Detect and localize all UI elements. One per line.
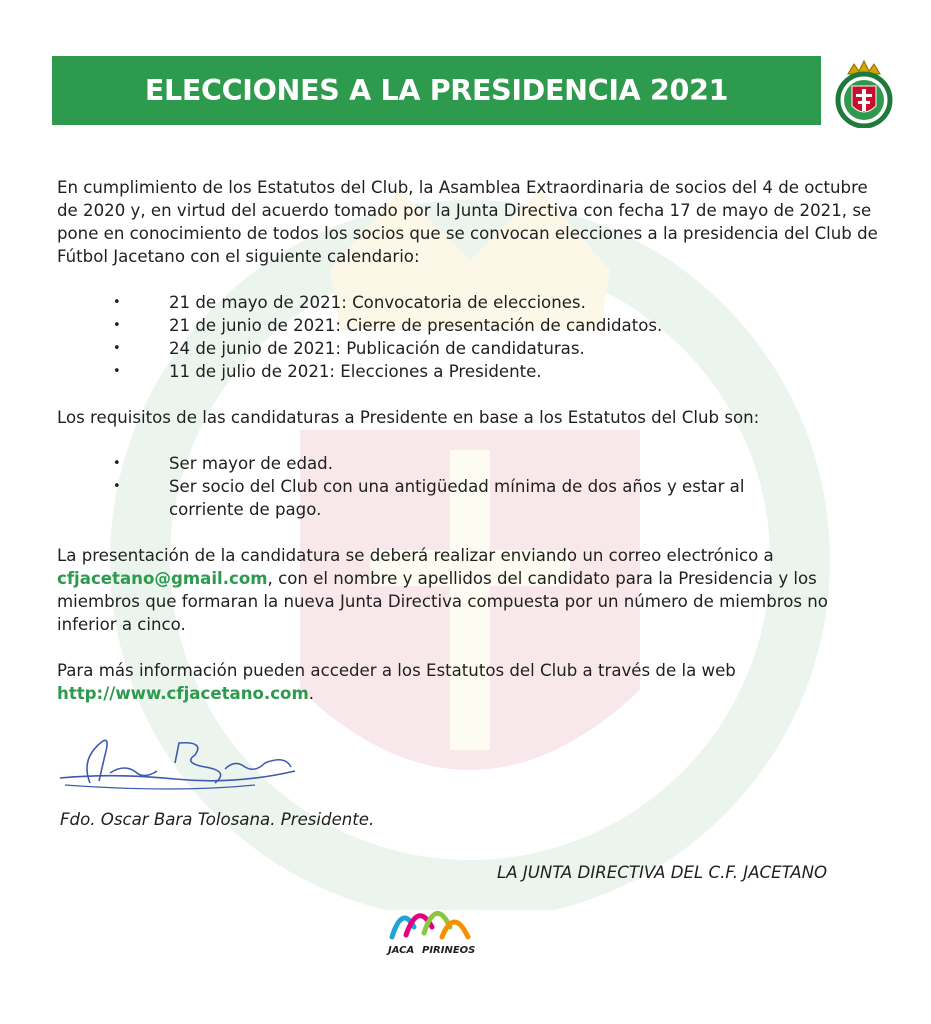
signature-caption: Fdo. Oscar Bara Tolosana. Presidente. — [60, 810, 375, 829]
calendar-item: • 21 de mayo de 2021: Convocatoria de elecciones. — [113, 293, 586, 312]
requirement-item: • Ser mayor de edad. — [113, 454, 333, 473]
logo-word-pirineos: PIRINEOS — [422, 945, 476, 956]
bullet: • — [113, 318, 121, 333]
bullet: • — [113, 295, 121, 310]
intro-paragraph: En cumplimiento de los Estatutos del Club, la Asamblea Extraordinaria de socios del 4 de octubre de 2020 y, en virtud del acuerdo tomado por la Junta Directiva con fecha 17 de mayo de 2021, se pone en conocimiento de todos los socios que se convocan elecciones a la presidencia del Club de Fútbol Jacetano con el siguiente calendario: — [57, 178, 878, 266]
title-banner — [52, 56, 821, 125]
requirements-list — [57, 452, 887, 521]
bullet: • — [113, 341, 121, 356]
website-link[interactable]: http://www.cfjacetano.com — [57, 684, 309, 703]
club-crest-logo — [834, 58, 894, 128]
page-title: ELECCIONES A LA PRESIDENCIA 2021 — [144, 74, 729, 107]
president-signature — [55, 733, 300, 793]
info-paragraph: Para más información pueden acceder a los Estatutos del Club a través de la web http://www.cfjacetano.com. — [57, 661, 736, 703]
email-link[interactable]: cfjacetano@gmail.com — [57, 569, 268, 588]
calendar-item: • 11 de julio de 2021: Elecciones a Presidente. — [113, 362, 542, 381]
logo-word-jaca: JACA — [388, 945, 415, 956]
requirement-item: • Ser socio del Club con una antigüedad mínima de dos años y estar al corriente de pago. — [113, 477, 745, 519]
calendar-item: • 21 de junio de 2021: Cierre de presentación de candidatos. — [113, 316, 663, 335]
calendar-list — [57, 291, 887, 383]
requirements-intro: Los requisitos de las candidaturas a Presidente en base a los Estatutos del Club son: — [57, 408, 760, 427]
jaca-pirineos-logo — [384, 897, 476, 959]
document-body — [57, 176, 887, 705]
board-signature: LA JUNTA DIRECTIVA DEL C.F. JACETANO — [497, 863, 828, 882]
bullet: • — [113, 456, 121, 471]
calendar-item: • 24 de junio de 2021: Publicación de candidaturas. — [113, 339, 585, 358]
submission-paragraph: La presentación de la candidatura se deberá realizar enviando un correo electrónico a cfjacetano@gmail.com, con el nombre y apellidos del candidato para la Presidencia y los miembros que formaran la nueva Junta Directiva compuesta por un número de miembros no inferior a cinco. — [57, 546, 828, 634]
bullet: • — [113, 364, 121, 379]
bullet: • — [113, 479, 121, 494]
